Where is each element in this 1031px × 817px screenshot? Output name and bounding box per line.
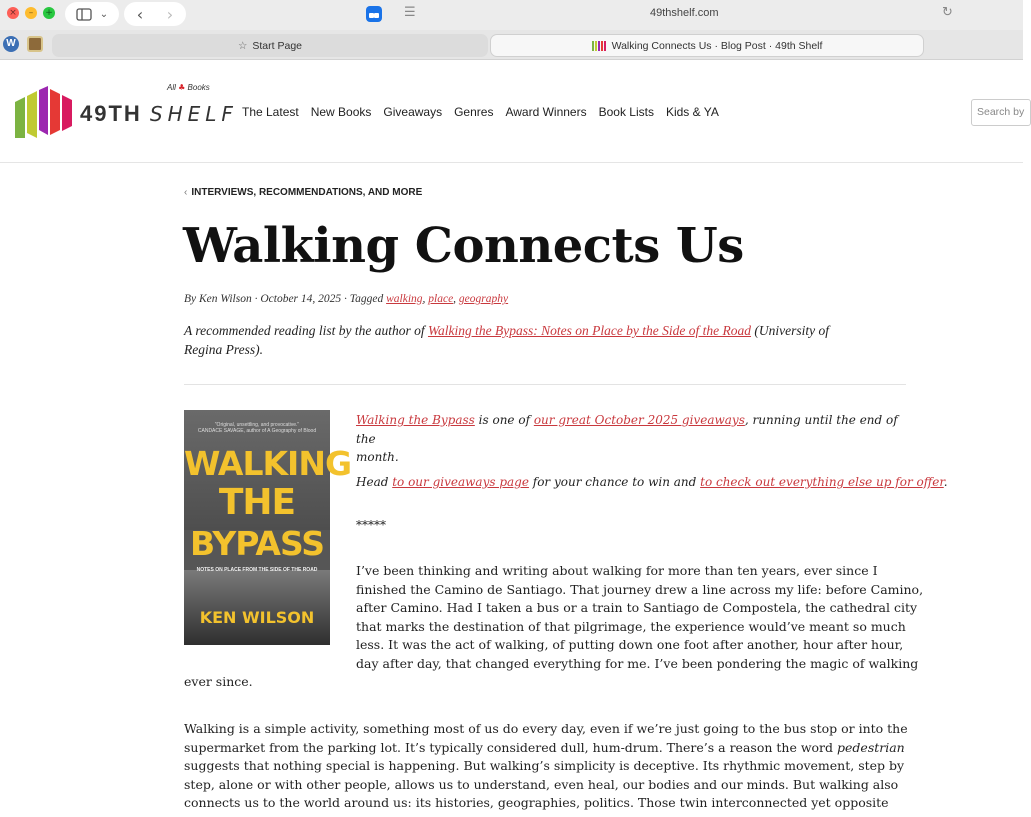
breadcrumb[interactable]: ‹ INTERVIEWS, RECOMMENDATIONS, AND MORE bbox=[184, 187, 423, 198]
giveaway-paragraph: Walking the Bypass is one of our great October 2025 giveaways, running until the end of the month. bbox=[356, 413, 898, 464]
reload-icon[interactable]: ↻ bbox=[942, 5, 953, 20]
chevron-down-icon: ⌄ bbox=[99, 8, 109, 20]
tag-link-walking[interactable]: walking bbox=[386, 293, 423, 305]
tab-start-page[interactable] bbox=[52, 34, 488, 57]
nav-award-winners[interactable]: Award Winners bbox=[505, 105, 587, 119]
close-window-button[interactable] bbox=[7, 7, 19, 19]
logo-wordmark: 49TH SHELF bbox=[80, 101, 238, 126]
close-icon: × bbox=[9, 8, 17, 18]
site-logo[interactable] bbox=[15, 83, 238, 143]
article-paragraph: I’ve been thinking and writing about walking for more than ten years, ever since I finished the Camino de Santiago. That journey drew a line across my life: before Camino, after Camino. Had I taken a bus or a train to Santiago de Compostela, the cathedral city that marks the destination of that pilgrimage, the experience would’ve meant so much less. It was the act of walking, of putting down one foot after another, hour after hour, day after day, that changed everything for me. I’ve been pondering the magic of walking ever since. bbox=[184, 563, 924, 689]
cover-subtitle: NOTES ON PLACE FROM THE SIDE OF THE ROAD bbox=[196, 567, 318, 573]
cover-author: KEN WILSON bbox=[199, 608, 315, 627]
history-navigation bbox=[124, 2, 186, 26]
nav-the-latest[interactable]: The Latest bbox=[242, 105, 299, 119]
address-bar[interactable]: 49thshelf.com bbox=[650, 7, 719, 19]
giveaways-page-link[interactable]: to our giveaways page bbox=[392, 475, 529, 489]
forward-button[interactable]: › bbox=[166, 4, 174, 24]
browser-toolbar bbox=[0, 0, 1023, 30]
book-title-link[interactable]: Walking the Bypass: Notes on Place by the Side of the Road bbox=[427, 323, 752, 338]
star-icon: ☆ bbox=[237, 39, 248, 52]
divider bbox=[184, 384, 906, 385]
nav-kids-ya[interactable]: Kids & YA bbox=[665, 105, 719, 119]
nav-book-lists[interactable]: Book Lists bbox=[598, 105, 654, 119]
extension-icon[interactable] bbox=[366, 6, 382, 22]
tag-link-place[interactable]: place bbox=[428, 293, 454, 305]
logo-tagline: All ♣ Books bbox=[167, 83, 210, 92]
wordpress-icon[interactable]: W bbox=[3, 36, 19, 52]
main-navigation bbox=[242, 105, 731, 119]
nav-genres[interactable]: Genres bbox=[454, 105, 494, 119]
logo-bars-icon bbox=[15, 86, 73, 138]
cover-title-line: THE bbox=[218, 482, 296, 523]
maple-leaf-icon: ♣ bbox=[178, 83, 186, 92]
chevron-left-icon: ‹ bbox=[184, 187, 188, 198]
nav-new-books[interactable]: New Books bbox=[310, 105, 372, 119]
giveaways-link[interactable]: our great October 2025 giveaways bbox=[533, 413, 745, 427]
search-input[interactable]: Search by bbox=[971, 99, 1031, 126]
reader-view-icon[interactable]: ☰ bbox=[404, 5, 416, 20]
cover-blurb: "Original, unsettling, and provocative." CANDACE SAVAGE, author of A Geography of Blood bbox=[197, 422, 317, 434]
tag-link-geography[interactable]: geography bbox=[458, 293, 509, 305]
tab-bar bbox=[0, 30, 1023, 60]
fullscreen-icon: + bbox=[45, 8, 53, 18]
section-separator: ***** bbox=[356, 518, 386, 532]
giveaway-cta-paragraph: Head to our giveaways page for your chance to win and to check out everything else up for offer. bbox=[356, 475, 948, 489]
cover-title-line: WALKING bbox=[184, 444, 352, 483]
zoom-window-button[interactable] bbox=[43, 7, 55, 19]
favorite-site-icon[interactable] bbox=[27, 36, 43, 52]
nav-giveaways[interactable]: Giveaways bbox=[383, 105, 443, 119]
back-button[interactable]: ‹ bbox=[136, 4, 144, 24]
byline: By Ken Wilson · October 14, 2025 · Tagged walking, place, geography bbox=[184, 293, 509, 305]
article-paragraph: Walking is a simple activity, something most of us do every day, even if we’re just going to the bus stop or into the supermarket from the parking lot. It’s typically considered dull, hum-drum. There’s a reason the word pedestrian suggests that nothing special is happening. But walking’s simplicity is deceptive. Its rhythmic movement, step by step, alone or with other people, allows us to understand, even heal, our bodies and our minds. But walking also connects us to the world around us: its histories, geographies, politics. Those twin interconnected yet opposite bbox=[184, 721, 908, 810]
tab-label: Walking Connects Us · Blog Post · 49th Shelf bbox=[611, 39, 823, 52]
site-favicon-icon bbox=[592, 41, 607, 51]
cover-title-line: BYPASS bbox=[190, 524, 324, 563]
minimize-icon: – bbox=[28, 8, 34, 18]
offers-link[interactable]: to check out everything else up for offer bbox=[700, 475, 944, 489]
tab-label: Start Page bbox=[252, 39, 303, 52]
site-header bbox=[0, 61, 1023, 163]
sidebar-icon bbox=[76, 8, 92, 21]
page-title: Walking Connects Us bbox=[183, 218, 744, 274]
book-link[interactable]: Walking the Bypass bbox=[356, 413, 475, 427]
minimize-window-button[interactable] bbox=[25, 7, 37, 19]
sidebar-toggle-button[interactable] bbox=[65, 2, 119, 26]
tab-walking-connects-us[interactable] bbox=[490, 34, 924, 57]
article-intro: A recommended reading list by the author of Walking the Bypass: Notes on Place by the Side of the Road (University of Regina Press). bbox=[184, 323, 830, 357]
